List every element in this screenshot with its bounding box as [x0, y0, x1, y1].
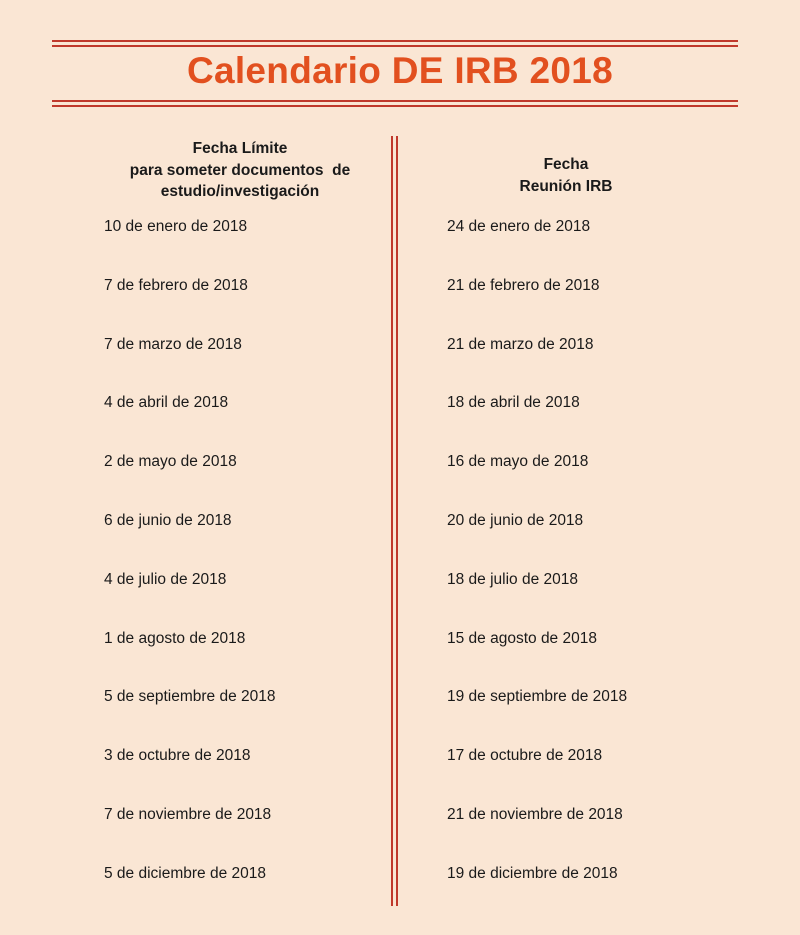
top-rule-2	[52, 45, 738, 47]
meeting-date: 20 de junio de 2018	[447, 512, 584, 529]
meeting-date: 19 de diciembre de 2018	[447, 865, 618, 882]
deadline-date: 10 de enero de 2018	[104, 218, 248, 235]
meeting-date: 21 de marzo de 2018	[447, 336, 594, 353]
meeting-date: 15 de agosto de 2018	[447, 630, 597, 647]
meeting-date: 17 de octubre de 2018	[447, 747, 603, 764]
deadline-date: 5 de diciembre de 2018	[104, 865, 267, 882]
page-title: Calendario DE IRB 2018	[186, 50, 614, 91]
meeting-date: 18 de julio de 2018	[447, 571, 579, 588]
column-divider-1	[391, 136, 393, 906]
deadline-date: 7 de marzo de 2018	[104, 336, 242, 353]
meeting-header-line: Fecha	[543, 156, 589, 173]
deadline-date: 4 de abril de 2018	[104, 394, 229, 411]
top-rule-1	[52, 40, 738, 42]
deadline-date: 3 de octubre de 2018	[104, 747, 251, 764]
deadline-header-line: Fecha Límite	[192, 140, 288, 157]
column-divider-2	[396, 136, 398, 906]
deadline-date: 2 de mayo de 2018	[104, 453, 237, 470]
deadline-date: 4 de julio de 2018	[104, 571, 227, 588]
deadline-header-line: estudio/investigación	[160, 183, 320, 200]
title-rule-2	[52, 105, 738, 107]
deadline-date: 1 de agosto de 2018	[104, 630, 246, 647]
meeting-date: 19 de septiembre de 2018	[447, 688, 628, 705]
meeting-date: 21 de noviembre de 2018	[447, 806, 623, 823]
meeting-date: 24 de enero de 2018	[447, 218, 591, 235]
deadline-column-header	[90, 138, 390, 203]
deadline-date: 6 de junio de 2018	[104, 512, 232, 529]
meeting-column-header	[416, 154, 716, 197]
deadline-date: 7 de noviembre de 2018	[104, 806, 272, 823]
meeting-date: 21 de febrero de 2018	[447, 277, 600, 294]
meeting-header-line: Reunión IRB	[519, 177, 613, 195]
title-rule-1	[52, 100, 738, 102]
deadline-date: 7 de febrero de 2018	[104, 277, 248, 294]
meeting-date: 16 de mayo de 2018	[447, 453, 589, 470]
deadline-header-line: para someter documentos de	[129, 161, 351, 179]
deadline-date: 5 de septiembre de 2018	[104, 688, 276, 705]
meeting-date: 18 de abril de 2018	[447, 394, 580, 411]
